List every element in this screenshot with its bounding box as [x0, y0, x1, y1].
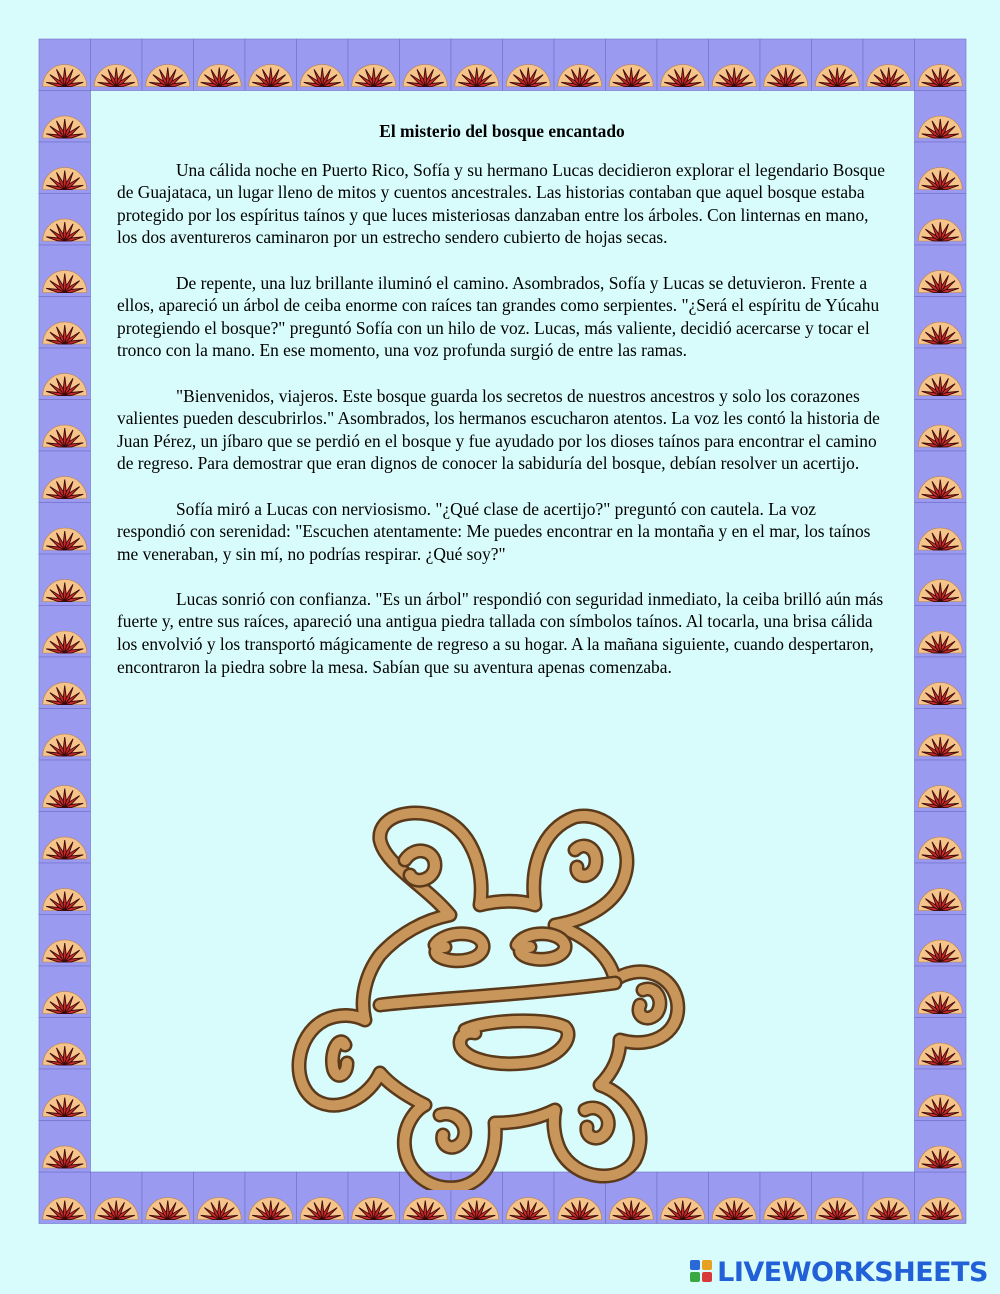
- story-paragraph-3: "Bienvenidos, viajeros. Este bosque guarda los secretos de nuestros ancestros y solo los corazones valientes pueden descubrirlos." Asombrados, los hermanos escucharon atentos. La voz les contó la historia de Juan Pérez, un jíbaro que se perdió en el bosque y fue ayudado por los dioses taínos para encontrar el camino de regreso. Para demostrar que eran dignos de conocer la sabiduría del bosque, debían resolver un acertijo.: [117, 385, 880, 474]
- fan-tile-icon: [39, 709, 91, 761]
- fan-tile-icon: [39, 1018, 91, 1070]
- story-paragraph-1: Una cálida noche en Puerto Rico, Sofía y su hermano Lucas decidieron explorar el legendario Bosque de Guajataca, un lugar lleno de mitos y cuentos ancestrales. Las historias contaban que aquel bosque estaba protegido por los espíritus taínos y que luces misteriosas danzaban entre los árboles. Con linternas en mano, los dos aventureros caminaron por un estrecho sendero cubierto de hojas secas.: [117, 159, 885, 248]
- liveworksheets-logo: [690, 1258, 988, 1286]
- fan-tile-icon: [39, 966, 91, 1018]
- fan-tile-icon: [915, 400, 967, 452]
- fan-tile-icon: [39, 606, 91, 658]
- fan-tile-icon: [915, 1121, 967, 1173]
- fan-tile-icon: [915, 863, 967, 915]
- fan-tile-icon: [915, 194, 967, 246]
- liveworksheets-wordmark: LIVEWORKSHEETS: [717, 1256, 988, 1288]
- story-paragraph-4: Sofía miró a Lucas con nerviosismo. "¿Qué clase de acertijo?" preguntó con cautela. La voz respondió con serenidad: "Escuchen atentamente: Me puedes encontrar en la montaña y en el mar, los taínos me veneraban, y sin mí, no podrías respirar. ¿Qué soy?": [117, 498, 871, 564]
- taino-sun-icon: [285, 805, 690, 1190]
- fan-tile-icon: [91, 1172, 143, 1224]
- fan-tile-icon: [709, 39, 761, 91]
- fan-tile-icon: [915, 1069, 967, 1121]
- fan-tile-icon: [915, 709, 967, 761]
- story-title: El misterio del bosque encantado: [379, 121, 625, 141]
- fan-tile-icon: [39, 554, 91, 606]
- fan-tile-icon: [915, 142, 967, 194]
- fan-tile-icon: [39, 194, 91, 246]
- fan-tile-icon: [39, 400, 91, 452]
- fan-tile-icon: [39, 863, 91, 915]
- fan-tile-icon: [39, 142, 91, 194]
- fan-tile-icon: [194, 1172, 246, 1224]
- fan-tile-icon: [39, 1121, 91, 1173]
- fan-tile-icon: [863, 1172, 915, 1224]
- fan-tile-icon: [297, 39, 349, 91]
- liveworksheets-logo-icon: [690, 1260, 714, 1284]
- fan-tile-icon: [915, 966, 967, 1018]
- fan-tile-icon: [39, 91, 91, 143]
- fan-tile-icon: [554, 39, 606, 91]
- fan-tile-icon: [812, 1172, 864, 1224]
- fan-tile-icon: [142, 39, 194, 91]
- fan-tile-icon: [91, 39, 143, 91]
- fan-tile-icon: [348, 39, 400, 91]
- fan-tile-icon: [915, 812, 967, 864]
- fan-tile-icon: [915, 297, 967, 349]
- fan-tile-icon: [39, 1172, 91, 1224]
- fan-tile-icon: [39, 503, 91, 555]
- fan-tile-icon: [915, 606, 967, 658]
- fan-tile-icon: [915, 1172, 967, 1224]
- story-paragraph-2: De repente, una luz brillante iluminó el camino. Asombrados, Sofía y Lucas se detuvieron. Frente a ellos, apareció un árbol de ceiba enorme con raíces tan grandes como serpientes. "¿Será el espíritu de Yúcahu protegiendo el bosque?" preguntó Sofía con un hilo de voz. Lucas, más valiente, decidió acercarse y tocar el tronco con la mano. En ese momento, una voz profunda surgió de entre las ramas.: [117, 272, 880, 361]
- fan-tile-icon: [400, 39, 452, 91]
- fan-tile-icon: [915, 760, 967, 812]
- fan-tile-icon: [760, 1172, 812, 1224]
- fan-tile-icon: [915, 915, 967, 967]
- fan-tile-icon: [39, 812, 91, 864]
- sun-petal-spiral-4: [585, 1108, 608, 1138]
- fan-tile-icon: [39, 451, 91, 503]
- fan-tile-icon: [39, 657, 91, 709]
- fan-tile-icon: [709, 1172, 761, 1224]
- sun-petal-spiral-3: [639, 989, 660, 1018]
- fan-tile-icon: [915, 348, 967, 400]
- fan-tile-icon: [39, 297, 91, 349]
- fan-tile-icon: [915, 39, 967, 91]
- fan-tile-icon: [812, 39, 864, 91]
- fan-tile-icon: [503, 39, 555, 91]
- fan-tile-icon: [760, 39, 812, 91]
- story-content: [117, 120, 887, 701]
- fan-tile-icon: [606, 39, 658, 91]
- story-paragraph-5: Lucas sonrió con confianza. "Es un árbol" respondió con seguridad inmediato, la ceiba brilló aún más fuerte y, entre sus raíces, apareció una antigua piedra tallada con símbolos taínos. Al tocarla, una brisa cálida los envolvió y los transportó mágicamente de regreso a su hogar. A la mañana siguiente, cuando despertaron, encontraron la piedra sobre la mesa. Sabían que su aventura apenas comenzaba.: [117, 588, 884, 677]
- fan-tile-icon: [39, 915, 91, 967]
- fan-tile-icon: [657, 39, 709, 91]
- fan-tile-icon: [915, 1018, 967, 1070]
- fan-tile-icon: [863, 39, 915, 91]
- fan-tile-icon: [39, 39, 91, 91]
- fan-tile-icon: [39, 760, 91, 812]
- fan-tile-icon: [915, 554, 967, 606]
- fan-tile-icon: [39, 245, 91, 297]
- fan-tile-icon: [194, 39, 246, 91]
- fan-tile-icon: [915, 245, 967, 297]
- fan-tile-icon: [915, 503, 967, 555]
- fan-tile-icon: [142, 1172, 194, 1224]
- fan-tile-icon: [451, 39, 503, 91]
- fan-tile-icon: [915, 657, 967, 709]
- fan-tile-icon: [245, 39, 297, 91]
- fan-tile-icon: [39, 1069, 91, 1121]
- fan-tile-icon: [915, 91, 967, 143]
- fan-tile-icon: [39, 348, 91, 400]
- fan-tile-icon: [915, 451, 967, 503]
